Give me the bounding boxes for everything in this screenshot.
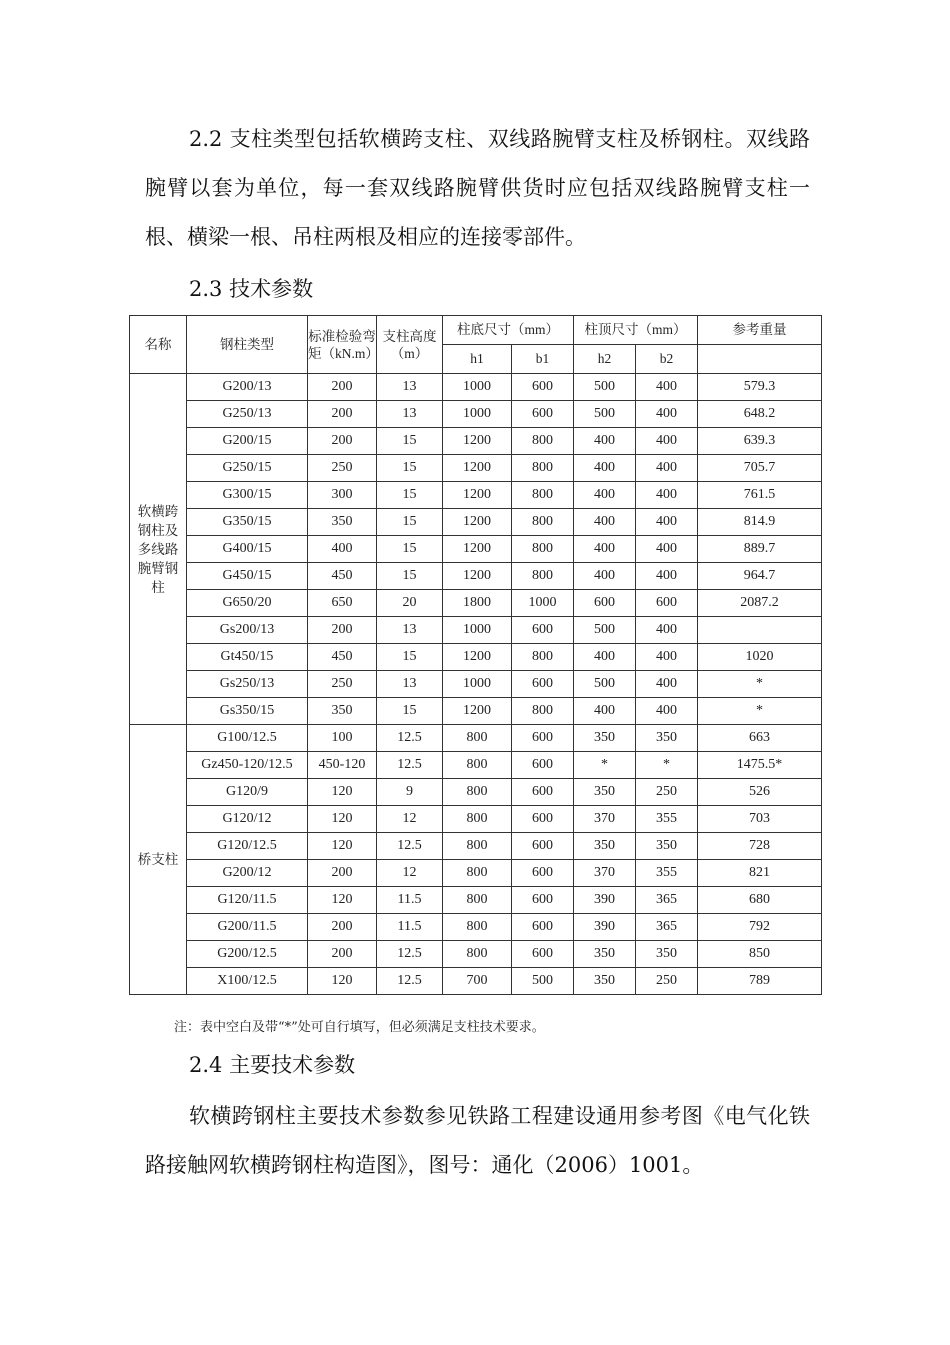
column-type-cell: G250/13 [187, 401, 308, 428]
table-row [130, 428, 822, 455]
header-height: 支柱高度（m） [377, 316, 443, 374]
test-moment-cell: 200 [308, 914, 377, 941]
table-row [130, 833, 822, 860]
reference-weight-cell: 1475.5* [698, 752, 822, 779]
top-h2-cell: 400 [574, 455, 636, 482]
test-moment-cell: 350 [308, 698, 377, 725]
reference-weight-cell: 579.3 [698, 374, 822, 401]
section-2-2-paragraph: 2.2 支柱类型包括软横跨支柱、双线路腕臂支柱及桥钢柱。双线路腕臂以套为单位，每一套双线路腕臂供货时应包括双线路腕臂支柱一根、横梁一根、吊柱两根及相应的连接零部件。 [145, 127, 810, 249]
header-bottom-size: 柱底尺寸（mm） [443, 316, 574, 345]
top-b2-cell: 400 [636, 671, 698, 698]
bottom-b1-cell: 500 [512, 968, 574, 995]
bottom-b1-cell: 800 [512, 698, 574, 725]
top-h2-cell: 350 [574, 725, 636, 752]
column-height-cell: 11.5 [377, 887, 443, 914]
top-b2-cell: * [636, 752, 698, 779]
top-h2-cell: 390 [574, 887, 636, 914]
column-type-cell: Gs200/13 [187, 617, 308, 644]
column-height-cell: 15 [377, 482, 443, 509]
top-b2-cell: 250 [636, 779, 698, 806]
table-row [130, 860, 822, 887]
bottom-b1-cell: 600 [512, 887, 574, 914]
reference-weight-cell: 2087.2 [698, 590, 822, 617]
column-type-cell: G120/11.5 [187, 887, 308, 914]
reference-weight-cell [698, 617, 822, 644]
top-b2-cell: 400 [636, 428, 698, 455]
column-height-cell: 9 [377, 779, 443, 806]
column-height-cell: 15 [377, 509, 443, 536]
reference-weight-cell: 703 [698, 806, 822, 833]
test-moment-cell: 650 [308, 590, 377, 617]
test-moment-cell: 120 [308, 779, 377, 806]
top-b2-cell: 400 [636, 482, 698, 509]
top-h2-cell: 350 [574, 941, 636, 968]
header-top-size: 柱顶尺寸（mm） [574, 316, 698, 345]
reference-weight-cell: * [698, 671, 822, 698]
table-row [130, 941, 822, 968]
section-2-3-heading: 2.3 技术参数 [189, 277, 314, 301]
table-row [130, 536, 822, 563]
reference-weight-cell: 728 [698, 833, 822, 860]
top-h2-cell: 350 [574, 833, 636, 860]
group-name-cell: 桥支柱 [130, 725, 187, 995]
table-row [130, 563, 822, 590]
column-type-cell: G200/13 [187, 374, 308, 401]
bottom-h1-cell: 1000 [443, 401, 512, 428]
bottom-h1-cell: 800 [443, 725, 512, 752]
test-moment-cell: 120 [308, 833, 377, 860]
test-moment-cell: 200 [308, 401, 377, 428]
top-h2-cell: * [574, 752, 636, 779]
table-row [130, 806, 822, 833]
bottom-b1-cell: 600 [512, 401, 574, 428]
bottom-b1-cell: 600 [512, 914, 574, 941]
reference-weight-cell: 964.7 [698, 563, 822, 590]
top-b2-cell: 400 [636, 455, 698, 482]
column-type-cell: X100/12.5 [187, 968, 308, 995]
table-row [130, 590, 822, 617]
column-height-cell: 12.5 [377, 725, 443, 752]
reference-weight-cell: 789 [698, 968, 822, 995]
column-height-cell: 15 [377, 563, 443, 590]
reference-weight-cell: 680 [698, 887, 822, 914]
table-row [130, 968, 822, 995]
reference-weight-cell: 761.5 [698, 482, 822, 509]
reference-weight-cell: 821 [698, 860, 822, 887]
column-type-cell: G120/9 [187, 779, 308, 806]
test-moment-cell: 450 [308, 563, 377, 590]
column-height-cell: 13 [377, 617, 443, 644]
reference-weight-cell: 526 [698, 779, 822, 806]
column-height-cell: 11.5 [377, 914, 443, 941]
bottom-b1-cell: 1000 [512, 590, 574, 617]
bottom-b1-cell: 600 [512, 941, 574, 968]
test-moment-cell: 350 [308, 509, 377, 536]
bottom-h1-cell: 800 [443, 779, 512, 806]
reference-weight-cell: 792 [698, 914, 822, 941]
reference-weight-cell: 705.7 [698, 455, 822, 482]
header-b1: b1 [512, 345, 574, 374]
bottom-b1-cell: 800 [512, 509, 574, 536]
test-moment-cell: 450-120 [308, 752, 377, 779]
column-height-cell: 12 [377, 860, 443, 887]
top-b2-cell: 355 [636, 806, 698, 833]
bottom-b1-cell: 800 [512, 644, 574, 671]
bottom-b1-cell: 600 [512, 617, 574, 644]
test-moment-cell: 250 [308, 671, 377, 698]
top-h2-cell: 500 [574, 671, 636, 698]
header-weight-blank [698, 345, 822, 374]
top-b2-cell: 250 [636, 968, 698, 995]
table-row [130, 455, 822, 482]
table-row [130, 698, 822, 725]
top-b2-cell: 400 [636, 401, 698, 428]
header-h1: h1 [443, 345, 512, 374]
column-type-cell: G350/15 [187, 509, 308, 536]
bottom-b1-cell: 600 [512, 374, 574, 401]
test-moment-cell: 200 [308, 860, 377, 887]
top-h2-cell: 390 [574, 914, 636, 941]
header-weight: 参考重量 [698, 316, 822, 345]
header-b2: b2 [636, 345, 698, 374]
bottom-b1-cell: 600 [512, 833, 574, 860]
column-height-cell: 12.5 [377, 833, 443, 860]
top-b2-cell: 400 [636, 536, 698, 563]
column-type-cell: G300/15 [187, 482, 308, 509]
bottom-h1-cell: 1000 [443, 671, 512, 698]
test-moment-cell: 250 [308, 455, 377, 482]
bottom-b1-cell: 800 [512, 536, 574, 563]
bottom-h1-cell: 1000 [443, 374, 512, 401]
top-b2-cell: 365 [636, 914, 698, 941]
reference-weight-cell: 1020 [698, 644, 822, 671]
column-type-cell: G200/15 [187, 428, 308, 455]
top-h2-cell: 400 [574, 428, 636, 455]
bottom-h1-cell: 800 [443, 887, 512, 914]
test-moment-cell: 200 [308, 428, 377, 455]
top-h2-cell: 370 [574, 860, 636, 887]
reference-weight-cell: 889.7 [698, 536, 822, 563]
column-type-cell: G400/15 [187, 536, 308, 563]
table-row [130, 752, 822, 779]
test-moment-cell: 300 [308, 482, 377, 509]
bottom-h1-cell: 1200 [443, 482, 512, 509]
column-type-cell: G650/20 [187, 590, 308, 617]
bottom-h1-cell: 1200 [443, 428, 512, 455]
top-b2-cell: 400 [636, 509, 698, 536]
top-h2-cell: 400 [574, 482, 636, 509]
reference-weight-cell: 639.3 [698, 428, 822, 455]
top-b2-cell: 400 [636, 698, 698, 725]
column-type-cell: Gs350/15 [187, 698, 308, 725]
table-row [130, 617, 822, 644]
column-type-cell: G250/15 [187, 455, 308, 482]
top-b2-cell: 350 [636, 941, 698, 968]
column-height-cell: 15 [377, 536, 443, 563]
bottom-h1-cell: 1200 [443, 644, 512, 671]
column-type-cell: Gz450-120/12.5 [187, 752, 308, 779]
column-height-cell: 20 [377, 590, 443, 617]
bottom-h1-cell: 800 [443, 860, 512, 887]
table-row [130, 374, 822, 401]
top-b2-cell: 355 [636, 860, 698, 887]
bottom-b1-cell: 600 [512, 806, 574, 833]
bottom-b1-cell: 600 [512, 779, 574, 806]
bottom-h1-cell: 1800 [443, 590, 512, 617]
column-type-cell: G120/12 [187, 806, 308, 833]
top-h2-cell: 400 [574, 509, 636, 536]
bottom-b1-cell: 600 [512, 725, 574, 752]
bottom-h1-cell: 1000 [443, 617, 512, 644]
column-type-cell: Gt450/15 [187, 644, 308, 671]
bottom-h1-cell: 700 [443, 968, 512, 995]
header-moment: 标准检验弯矩（kN.m） [308, 316, 377, 374]
section-2-4-heading: 2.4 主要技术参数 [189, 1053, 356, 1077]
column-type-cell: G120/12.5 [187, 833, 308, 860]
header-h2: h2 [574, 345, 636, 374]
table-note: 注：表中空白及带“*”处可自行填写，但必须满足支柱技术要求。 [174, 1020, 545, 1035]
test-moment-cell: 100 [308, 725, 377, 752]
top-b2-cell: 400 [636, 563, 698, 590]
top-b2-cell: 600 [636, 590, 698, 617]
bottom-h1-cell: 800 [443, 806, 512, 833]
bottom-h1-cell: 800 [443, 941, 512, 968]
reference-weight-cell: 663 [698, 725, 822, 752]
reference-weight-cell: * [698, 698, 822, 725]
steel-column-spec-table [129, 315, 822, 995]
top-b2-cell: 400 [636, 617, 698, 644]
column-height-cell: 12 [377, 806, 443, 833]
top-b2-cell: 350 [636, 833, 698, 860]
top-h2-cell: 400 [574, 536, 636, 563]
table-row [130, 779, 822, 806]
bottom-b1-cell: 800 [512, 563, 574, 590]
column-height-cell: 13 [377, 374, 443, 401]
bottom-h1-cell: 1200 [443, 698, 512, 725]
section-2-4-paragraph: 软横跨钢柱主要技术参数参见铁路工程建设通用参考图《电气化铁路接触网软横跨钢柱构造图》，图号：通化（2006）1001。 [145, 1104, 810, 1177]
table-row [130, 914, 822, 941]
bottom-h1-cell: 1200 [443, 563, 512, 590]
reference-weight-cell: 814.9 [698, 509, 822, 536]
header-type: 钢柱类型 [187, 316, 308, 374]
column-height-cell: 15 [377, 698, 443, 725]
column-height-cell: 15 [377, 455, 443, 482]
table-row [130, 644, 822, 671]
top-h2-cell: 500 [574, 374, 636, 401]
bottom-h1-cell: 800 [443, 914, 512, 941]
test-moment-cell: 120 [308, 887, 377, 914]
table-row [130, 482, 822, 509]
test-moment-cell: 400 [308, 536, 377, 563]
column-height-cell: 15 [377, 644, 443, 671]
bottom-h1-cell: 800 [443, 833, 512, 860]
table-body [130, 374, 822, 995]
test-moment-cell: 120 [308, 806, 377, 833]
column-type-cell: G200/12.5 [187, 941, 308, 968]
table-row [130, 725, 822, 752]
top-h2-cell: 400 [574, 698, 636, 725]
top-h2-cell: 400 [574, 644, 636, 671]
top-b2-cell: 365 [636, 887, 698, 914]
bottom-b1-cell: 800 [512, 428, 574, 455]
column-height-cell: 13 [377, 401, 443, 428]
bottom-b1-cell: 600 [512, 671, 574, 698]
top-b2-cell: 400 [636, 374, 698, 401]
reference-weight-cell: 850 [698, 941, 822, 968]
top-h2-cell: 370 [574, 806, 636, 833]
top-h2-cell: 350 [574, 779, 636, 806]
column-height-cell: 12.5 [377, 968, 443, 995]
column-type-cell: Gs250/13 [187, 671, 308, 698]
bottom-h1-cell: 1200 [443, 455, 512, 482]
top-h2-cell: 500 [574, 617, 636, 644]
table-row [130, 671, 822, 698]
bottom-b1-cell: 800 [512, 482, 574, 509]
top-h2-cell: 600 [574, 590, 636, 617]
table-row [130, 401, 822, 428]
group-name-cell: 软横跨钢柱及多线路腕臂钢柱 [130, 374, 187, 725]
top-b2-cell: 400 [636, 644, 698, 671]
bottom-h1-cell: 800 [443, 752, 512, 779]
column-type-cell: G200/12 [187, 860, 308, 887]
column-height-cell: 13 [377, 671, 443, 698]
column-height-cell: 15 [377, 428, 443, 455]
top-b2-cell: 350 [636, 725, 698, 752]
test-moment-cell: 200 [308, 941, 377, 968]
table-row [130, 509, 822, 536]
test-moment-cell: 200 [308, 617, 377, 644]
test-moment-cell: 450 [308, 644, 377, 671]
bottom-b1-cell: 800 [512, 455, 574, 482]
test-moment-cell: 120 [308, 968, 377, 995]
bottom-b1-cell: 600 [512, 860, 574, 887]
bottom-h1-cell: 1200 [443, 509, 512, 536]
bottom-h1-cell: 1200 [443, 536, 512, 563]
top-h2-cell: 350 [574, 968, 636, 995]
top-h2-cell: 500 [574, 401, 636, 428]
column-height-cell: 12.5 [377, 752, 443, 779]
column-height-cell: 12.5 [377, 941, 443, 968]
column-type-cell: G200/11.5 [187, 914, 308, 941]
table-row [130, 887, 822, 914]
top-h2-cell: 400 [574, 563, 636, 590]
bottom-b1-cell: 600 [512, 752, 574, 779]
column-type-cell: G100/12.5 [187, 725, 308, 752]
reference-weight-cell: 648.2 [698, 401, 822, 428]
column-type-cell: G450/15 [187, 563, 308, 590]
header-name: 名称 [130, 316, 187, 374]
test-moment-cell: 200 [308, 374, 377, 401]
